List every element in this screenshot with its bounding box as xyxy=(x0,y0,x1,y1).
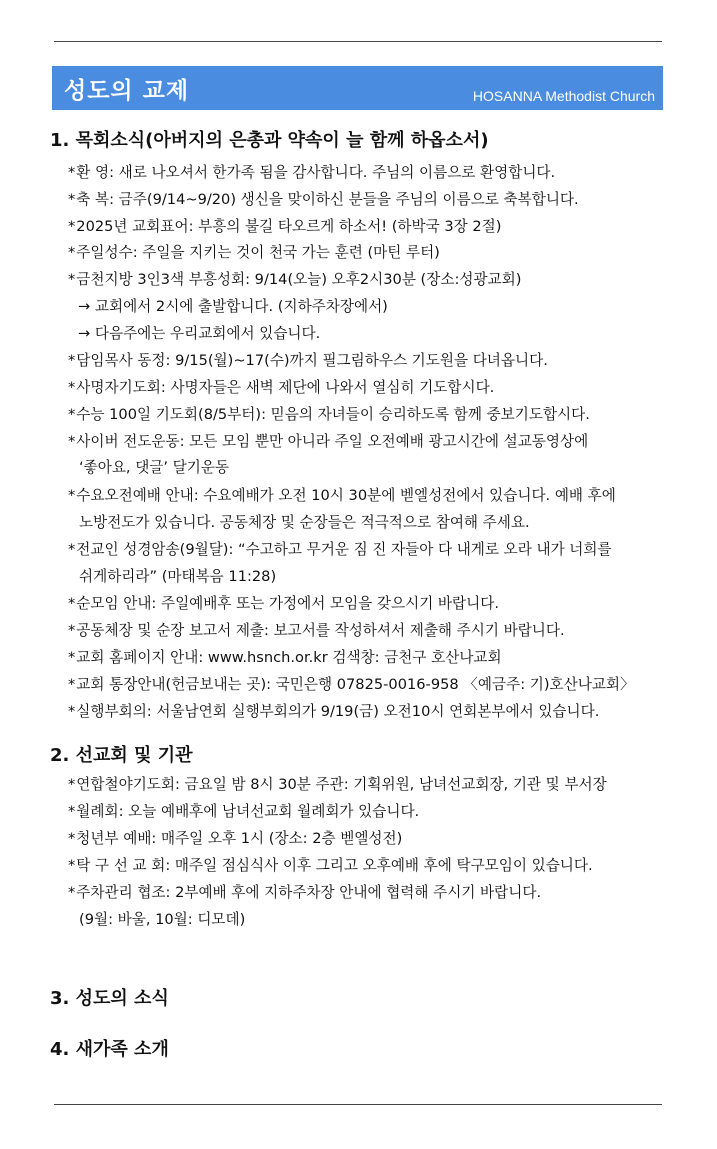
list-item-continuation: (9월: 바울, 10월: 디모데) xyxy=(79,911,246,928)
bullet-mark: * xyxy=(68,803,76,820)
list-item-exam-prayer xyxy=(68,406,590,424)
section-banner xyxy=(52,66,663,110)
list-item-continuation: 쉬게하리라” (마태복음 11:28) xyxy=(79,568,277,585)
item-text: 탁 구 선 교 회: 매주일 점심식사 이후 그리고 오후예배 후에 탁구모임이 있습니다. xyxy=(76,857,593,874)
list-item-homepage xyxy=(68,649,502,667)
bullet-mark: * xyxy=(68,487,76,504)
item-text: 월례회: 오늘 예배후에 남녀선교회 월례회가 있습니다. xyxy=(76,803,420,820)
list-item-pastor-schedule xyxy=(68,352,548,370)
list-item-report-submission xyxy=(68,622,565,640)
section-heading-member-news: 3. 성도의 소식 xyxy=(50,988,169,1009)
item-text: 2025년 교회표어: 부흥의 불길 타오르게 하소서! (하박국 3장 2절) xyxy=(76,218,502,235)
item-text: 주일성수: 주일을 지키는 것이 천국 가는 훈련 (마틴 루터) xyxy=(76,244,440,261)
item-text: 수요오전예배 안내: 수요예배가 오전 10시 30분에 벧엘성전에서 있습니다. 예배 후에 xyxy=(76,487,616,504)
item-text: 담임목사 동정: 9/15(월)~17(수)까지 필그림하우스 기도원을 다녀옵니다. xyxy=(76,352,548,369)
bullet-mark: * xyxy=(68,433,76,450)
section-heading-missions: 2. 선교회 및 기관 xyxy=(50,745,193,766)
bullet-mark: * xyxy=(68,541,76,558)
banner-title: 성도의 교제 xyxy=(64,78,190,104)
sub-item-departure xyxy=(78,298,388,316)
list-item-wednesday-service xyxy=(68,487,616,505)
bullet-mark: * xyxy=(68,830,76,847)
bullet-mark: * xyxy=(68,191,76,208)
bottom-divider xyxy=(54,1104,662,1105)
list-item-small-group xyxy=(68,595,499,613)
section-heading-pastoral-news: 1. 목회소식(아버지의 은총과 약속이 늘 함께 하옵소서) xyxy=(50,130,489,151)
item-text: 다음주에는 우리교회에서 있습니다. xyxy=(94,325,321,342)
item-text: 전교인 성경암송(9월달): “수고하고 무거운 짐 진 자들아 다 내게로 오라 내가 너희를 xyxy=(76,541,612,558)
list-item-prayer-meeting xyxy=(68,379,494,397)
banner-church-name: HOSANNA Methodist Church xyxy=(472,88,655,104)
list-item-cyber-evangelism xyxy=(68,433,588,451)
list-item-table-tennis xyxy=(68,857,593,875)
item-text: 사명자기도회: 사명자들은 새벽 제단에 나와서 열심히 기도합시다. xyxy=(76,379,495,396)
list-item-executive-meeting xyxy=(68,703,599,721)
section-heading-new-family: 4. 새가족 소개 xyxy=(50,1039,169,1060)
bullet-mark: * xyxy=(68,622,76,639)
bullet-mark: * xyxy=(68,857,76,874)
list-item-overnight-prayer xyxy=(68,776,607,794)
list-item-bank-account xyxy=(68,676,635,694)
bullet-mark: * xyxy=(68,271,76,288)
list-item-blessing xyxy=(68,191,579,209)
item-text: 교회 홈페이지 안내: www.hsnch.or.kr 검색창: 금천구 호산나교회 xyxy=(76,649,502,666)
bullet-mark: * xyxy=(68,595,76,612)
arrow-icon: → xyxy=(78,298,91,315)
top-divider xyxy=(54,41,662,42)
bullet-mark: * xyxy=(68,406,76,423)
bullet-mark: * xyxy=(68,884,76,901)
list-item-sabbath xyxy=(68,244,440,262)
list-item-monthly-meeting xyxy=(68,803,419,821)
list-item-scripture-memory xyxy=(68,541,612,559)
bullet-mark: * xyxy=(68,649,76,666)
item-text: 순모임 안내: 주일예배후 또는 가정에서 모임을 갖으시기 바랍니다. xyxy=(76,595,499,612)
bullet-mark: * xyxy=(68,218,76,235)
item-text: 환 영: 새로 나오셔서 한가족 됨을 감사합니다. 주님의 이름으로 환영합니다. xyxy=(76,164,556,181)
bullet-mark: * xyxy=(68,703,76,720)
bullet-mark: * xyxy=(68,244,76,261)
list-item-continuation: 노방전도가 있습니다. 공동체장 및 순장들은 적극적으로 참여해 주세요. xyxy=(79,514,530,531)
bullet-mark: * xyxy=(68,379,76,396)
list-item-welcome xyxy=(68,164,555,182)
list-item-revival xyxy=(68,271,521,289)
bullet-mark: * xyxy=(68,352,76,369)
bullet-mark: * xyxy=(68,676,76,693)
item-text: 공동체장 및 순장 보고서 제출: 보고서를 작성하셔서 제출해 주시기 바랍니다. xyxy=(76,622,565,639)
item-text: 금천지방 3인3색 부흥성회: 9/14(오늘) 오후2시30분 (장소:성광교회) xyxy=(76,271,522,288)
item-text: 실행부회의: 서울남연회 실행부회의가 9/19(금) 오전10시 연회본부에서 있습니다. xyxy=(76,703,600,720)
item-text: 주차관리 협조: 2부예배 후에 지하주차장 안내에 협력해 주시기 바랍니다. xyxy=(76,884,542,901)
list-item-church-motto xyxy=(68,218,501,236)
item-text: 축 복: 금주(9/14~9/20) 생신을 맞이하신 분들을 주님의 이름으로 축복합니다. xyxy=(76,191,579,208)
bullet-mark: * xyxy=(68,776,76,793)
item-text: 청년부 예배: 매주일 오후 1시 (장소: 2층 벧엘성전) xyxy=(76,830,403,847)
bullet-mark: * xyxy=(68,164,76,181)
item-text: 교회 통장안내(헌금보내는 곳): 국민은행 07825-0016-958 〈예금주: 기)호산나교회〉 xyxy=(76,676,635,693)
item-text: 교회에서 2시에 출발합니다. (지하주차장에서) xyxy=(94,298,388,315)
item-text: 수능 100일 기도회(8/5부터): 믿음의 자녀들이 승리하도록 함께 중보기도합시다. xyxy=(76,406,590,423)
list-item-continuation: ‘좋아요, 댓글’ 달기운동 xyxy=(79,459,230,476)
list-item-youth-service xyxy=(68,830,402,848)
list-item-parking xyxy=(68,884,541,902)
sub-item-next-week xyxy=(78,325,320,343)
arrow-icon: → xyxy=(78,325,91,342)
item-text: 연합철야기도회: 금요일 밤 8시 30분 주관: 기획위원, 남녀선교회장, 기관 및 부서장 xyxy=(76,776,607,793)
item-text: 사이버 전도운동: 모든 모임 뿐만 아니라 주일 오전예배 광고시간에 설교동영상에 xyxy=(76,433,589,450)
